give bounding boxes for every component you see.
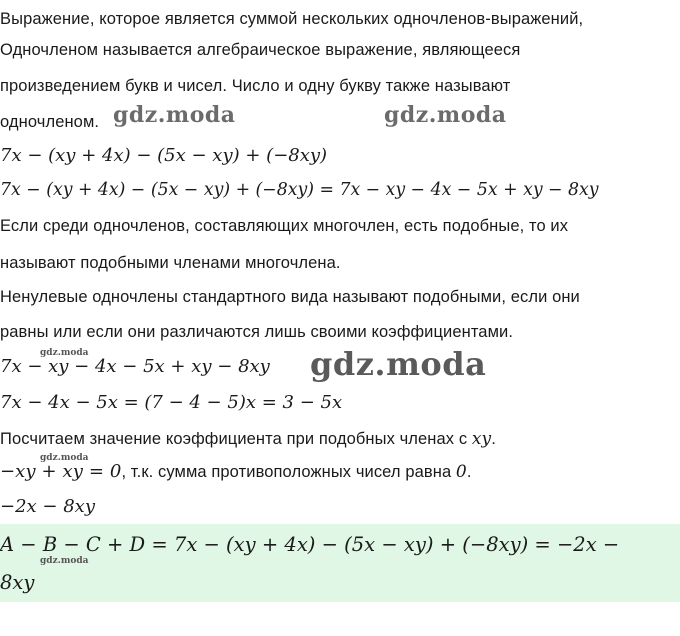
math-expression-3: 7x − xy − 4x − 5x + xy − 8xy <box>0 356 270 377</box>
watermark: gdz.moda <box>384 102 507 128</box>
math-expression-1: 7x − (xy + 4x) − (5x − xy) + (−8xy) <box>0 145 328 166</box>
inline-math-zero: 0 <box>455 462 467 482</box>
text-line-8: равны или если они различаются лишь своими коэффициентами. <box>0 323 514 341</box>
answer-expression-line-1: A − B − C + D = 7x − (xy + 4x) − (5x − xy) + (−8xy) = −2x − <box>0 533 620 556</box>
watermark: gdz.moda <box>40 348 89 358</box>
watermark: gdz.moda <box>40 556 89 566</box>
text-line-1: Выражение, которое является суммой нескольких одночленов-выражений, <box>0 10 584 28</box>
text-line-9 <box>0 429 496 449</box>
text-line-6: называют подобными членами многочлена. <box>0 254 341 272</box>
watermark: gdz.moda <box>310 345 487 383</box>
text-line-10 <box>0 461 472 482</box>
math-expression-4: 7x − 4x − 5x = (7 − 4 − 5)x = 3 − 5x <box>0 392 343 413</box>
text-line-9-prefix: Посчитаем значение коэффициента при подобных членах с <box>0 430 472 448</box>
math-expression-6: −2x − 8xy <box>0 496 95 517</box>
text-line-2: Одночленом называется алгебраическое выражение, являющееся <box>0 41 521 59</box>
watermark: gdz.moda <box>113 102 236 128</box>
math-expression-2: 7x − (xy + 4x) − (5x − xy) + (−8xy) = 7x − xy − 4x − 5x + xy − 8xy <box>0 180 599 200</box>
text-line-3: произведением букв и чисел. Число и одну букву также называют <box>0 77 511 95</box>
text-line-5: Если среди одночленов, составляющих многочлен, есть подобные, то их <box>0 217 569 235</box>
math-expression-5: −xy + xy = 0 <box>0 461 122 482</box>
text-line-7: Ненулевые одночлены стандартного вида называют подобными, если они <box>0 288 580 306</box>
text-line-10-end: . <box>466 463 472 481</box>
watermark: gdz.moda <box>40 453 89 463</box>
text-line-10-middle: , т.к. сумма противоположных чисел равна <box>121 463 456 481</box>
answer-expression-line-2: 8xy <box>0 571 35 594</box>
inline-math-xy: xy <box>471 429 492 449</box>
text-line-4: одночленом. <box>0 113 100 131</box>
text-line-9-end: . <box>491 430 496 448</box>
